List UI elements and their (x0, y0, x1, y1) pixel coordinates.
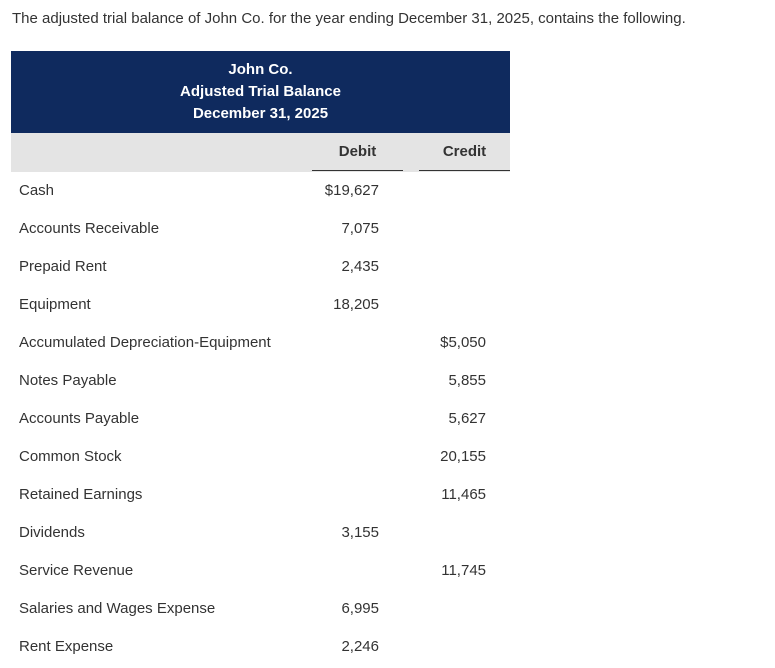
account-name: Equipment (19, 296, 91, 313)
credit-column-header: Credit (419, 133, 510, 171)
table-row (11, 324, 510, 362)
table-row (11, 476, 510, 514)
credit-amount: 5,855 (448, 372, 486, 389)
account-name: Accounts Receivable (19, 220, 160, 237)
debit-amount: 3,155 (341, 524, 379, 541)
table-row (11, 590, 510, 628)
account-name: Rent Expense (19, 638, 114, 655)
table-row (11, 286, 510, 324)
table-row (11, 514, 510, 552)
trial-balance-table (11, 51, 510, 666)
statement-date: December 31, 2025 (192, 105, 329, 122)
company-name: John Co. (228, 61, 293, 78)
table-row (11, 438, 510, 476)
table-header (11, 51, 510, 133)
debit-amount: 7,075 (341, 220, 379, 237)
table-row (11, 628, 510, 666)
table-row (11, 552, 510, 590)
statement-title: Adjusted Trial Balance (180, 83, 341, 100)
credit-amount: 20,155 (440, 448, 486, 465)
credit-amount: 11,465 (441, 486, 486, 503)
credit-amount: $5,050 (440, 334, 486, 351)
credit-amount: 5,627 (448, 410, 486, 427)
intro-text: The adjusted trial balance of John Co. for the year ending December 31, 2025, contains the following. (12, 10, 686, 27)
debit-amount: 2,435 (341, 258, 379, 275)
debit-amount: 2,246 (341, 638, 379, 655)
account-name: Cash (19, 182, 55, 199)
table-row (11, 248, 510, 286)
table-body (11, 172, 510, 666)
account-name: Dividends (19, 524, 85, 541)
account-name: Common Stock (19, 448, 122, 465)
account-name: Salaries and Wages Expense (19, 600, 216, 617)
account-name: Accumulated Depreciation-Equipment (19, 334, 271, 351)
table-row (11, 210, 510, 248)
debit-column-header: Debit (312, 133, 403, 171)
credit-amount: 11,745 (441, 562, 486, 579)
column-header-row (11, 133, 510, 172)
account-name: Notes Payable (19, 372, 117, 389)
table-row (11, 362, 510, 400)
debit-amount: $19,627 (324, 182, 379, 199)
debit-amount: 6,995 (341, 600, 379, 617)
account-name: Prepaid Rent (19, 258, 107, 275)
debit-amount: 18,205 (333, 296, 379, 313)
account-name: Accounts Payable (19, 410, 140, 427)
account-name: Retained Earnings (19, 486, 143, 503)
table-row (11, 172, 510, 210)
table-row (11, 400, 510, 438)
account-name: Service Revenue (19, 562, 134, 579)
